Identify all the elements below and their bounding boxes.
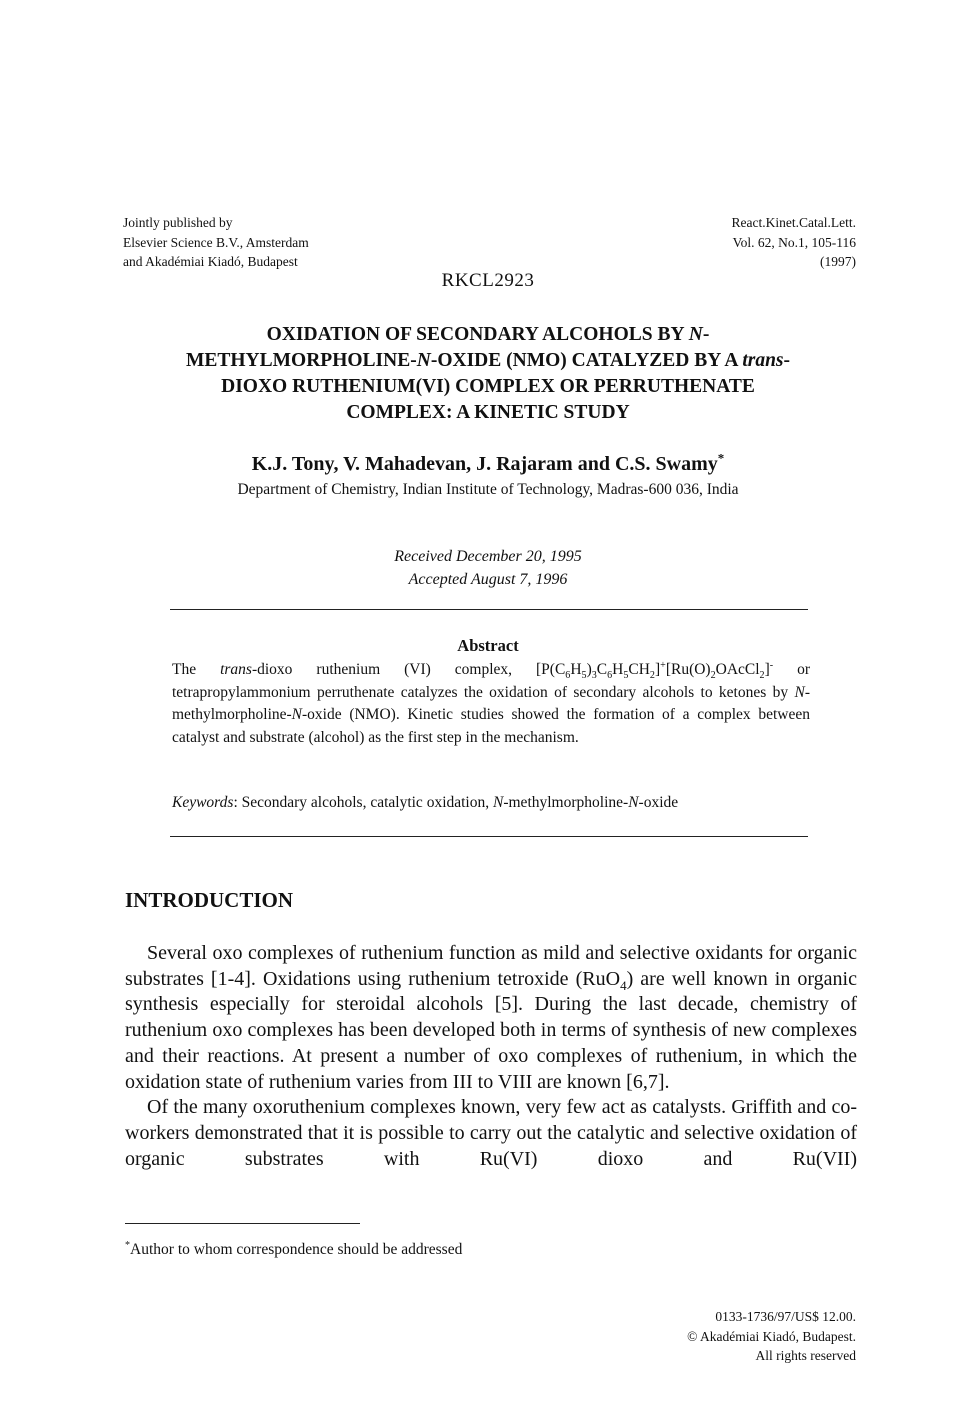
journal-name: React.Kinet.Catal.Lett.: [731, 215, 856, 230]
abstract-body: The trans-dioxo ruthenium (VI) complex, $[P(C_6H_5)_3C_6H_5CH_2]^+[Ru(O)_2OAcCl_2]^-$ or tetrapropylammonium perruthenate catalyzes the oxidation of secondary alcohols to ketones by N-methylmorpholine-N-oxide (NMO). Kinetic studies showed the formation of a complex between catalyst and substrate (alcohol) as the first step in the mechanism.: [172, 659, 811, 746]
paragraph: Of the many oxoruthenium complexes known, very few act as catalysts. Griffith and co-workers demonstrated that it is possible to carry out the catalytic and selective oxidation of organic substrates with Ru(VI) dioxo and Ru(VII): [125, 1096, 857, 1170]
divider: [170, 836, 808, 837]
journal-info: [732, 213, 856, 272]
paragraph: Several oxo complexes of ruthenium function as mild and selective oxidants for organic substrates [1-4]. Oxidations using ruthenium tetroxide (RuO$_4$) are well known in organic synthesis especially for steroidal alcohols [5]. During the last decade, chemistry of ruthenium oxo complexes has been developed both in terms of synthesis of new complexes and their reactions. At present a number of oxo complexes of ruthenium, in which the oxidation state of ruthenium varies from III to VIII are known [6,7].: [125, 942, 857, 1093]
copyright-line: 0133-1736/97/US$ 12.00.: [715, 1309, 856, 1324]
publisher-line: and Akadémiai Kiadó, Budapest: [123, 254, 298, 269]
received-date: Received December 20, 1995: [394, 548, 582, 565]
dates: [0, 545, 976, 591]
copyright-block: [687, 1307, 856, 1366]
footnote: *Author to whom correspondence should be addressed: [125, 1239, 463, 1258]
introduction-body: [125, 941, 857, 1172]
article-code: RKCL2923: [441, 270, 535, 291]
copyright-line: © Akadémiai Kiadó, Budapest.: [687, 1328, 856, 1344]
accepted-date: Accepted August 7, 1996: [408, 571, 568, 588]
abstract-heading: Abstract: [457, 636, 519, 655]
section-heading: INTRODUCTION: [125, 888, 294, 912]
publisher-line: Jointly published by: [123, 215, 233, 230]
affiliation: Department of Chemistry, Indian Institute of Technology, Madras-600 036, India: [237, 481, 739, 498]
divider: [170, 609, 808, 610]
journal-year: (1997): [820, 254, 856, 269]
publisher-line: Elsevier Science B.V., Amsterdam: [123, 234, 309, 250]
paper-title: OXIDATION OF SECONDARY ALCOHOLS BY N- METHYLMORPHOLINE-N-OXIDE (NMO) CATALYZED BY A trans- DIOXO RUTHENIUM(VI) COMPLEX OR PERRUTHENATE COMPLEX: A KINETIC STUDY: [185, 324, 791, 423]
publisher-info: [123, 213, 309, 272]
keywords: Keywords: Secondary alcohols, catalytic oxidation, N-methylmorpholine-N-oxide: [172, 794, 679, 811]
author-mark: *: [717, 450, 725, 466]
journal-volume: Vol. 62, No.1, 105-116: [732, 234, 856, 250]
footnote-divider: [125, 1223, 360, 1224]
copyright-line: All rights reserved: [755, 1348, 856, 1363]
authors: K.J. Tony, V. Mahadevan, J. Rajaram and C.S. Swamy*: [251, 450, 725, 475]
